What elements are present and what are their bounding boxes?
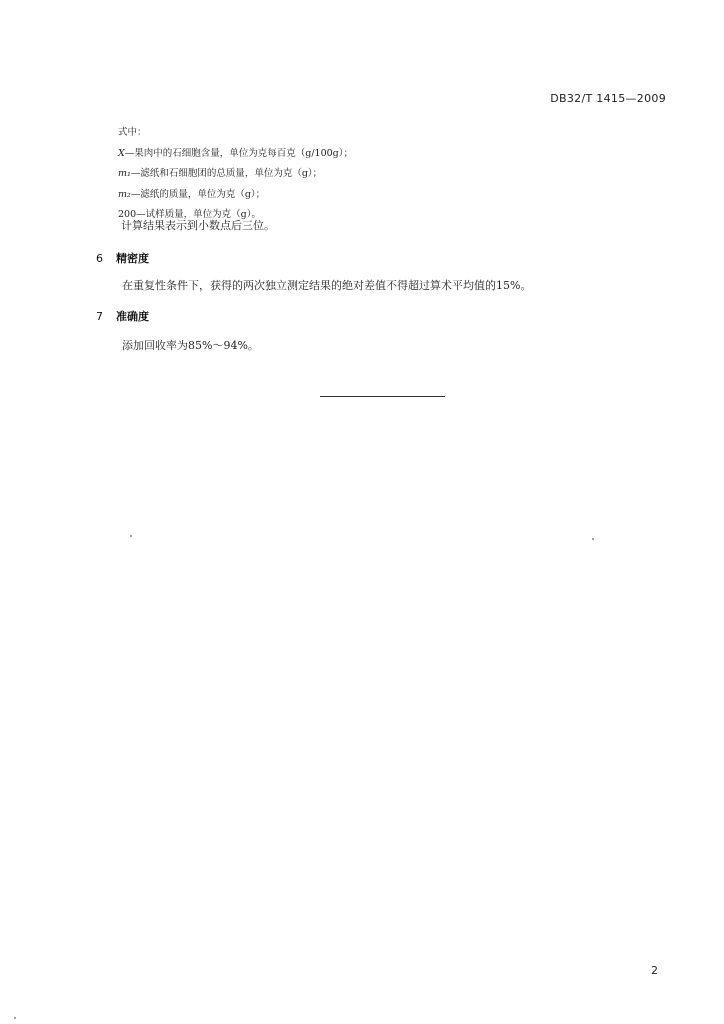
section-number: 6	[96, 252, 103, 265]
section-title: 精密度	[116, 252, 149, 265]
variable-symbol: 200	[118, 209, 137, 220]
section-body-accuracy: 添加回收率为85%～94%。	[122, 339, 259, 352]
variable-description: —试样质量，单位为克（g）。	[136, 209, 261, 220]
variable-definition	[118, 144, 353, 165]
formula-intro: 式中：	[118, 127, 147, 138]
section-title: 准确度	[116, 310, 149, 323]
end-of-document-rule	[320, 396, 445, 397]
page-number: 2	[651, 964, 658, 977]
section-heading-accuracy	[96, 308, 149, 324]
section-body-precision: 在重复性条件下，获得的两次独立测定结果的绝对差值不得超过算术平均值的15%。	[122, 279, 532, 292]
scan-speck	[130, 535, 132, 537]
formula-explanation	[118, 123, 353, 226]
scan-speck	[14, 1017, 16, 1019]
variable-symbol: X	[118, 147, 125, 159]
standard-code: DB32/T 1415—2009	[550, 92, 666, 105]
section-number: 7	[96, 310, 103, 323]
variable-description: —滤纸和石细胞团的总质量，单位为克（g）；	[130, 168, 323, 179]
variable-definition	[118, 185, 353, 206]
variable-description: —果肉中的石细胞含量，单位为克每百克（g/100g）；	[124, 147, 354, 159]
variable-symbol: m₁	[118, 168, 131, 179]
variable-definition	[118, 164, 353, 185]
variable-description: —滤纸的质量，单位为克（g）；	[130, 188, 266, 200]
variable-symbol: m₂	[118, 188, 131, 200]
section-heading-precision	[96, 250, 149, 266]
scan-speck	[592, 538, 594, 540]
result-precision-note: 计算结果表示到小数点后三位。	[121, 219, 275, 232]
